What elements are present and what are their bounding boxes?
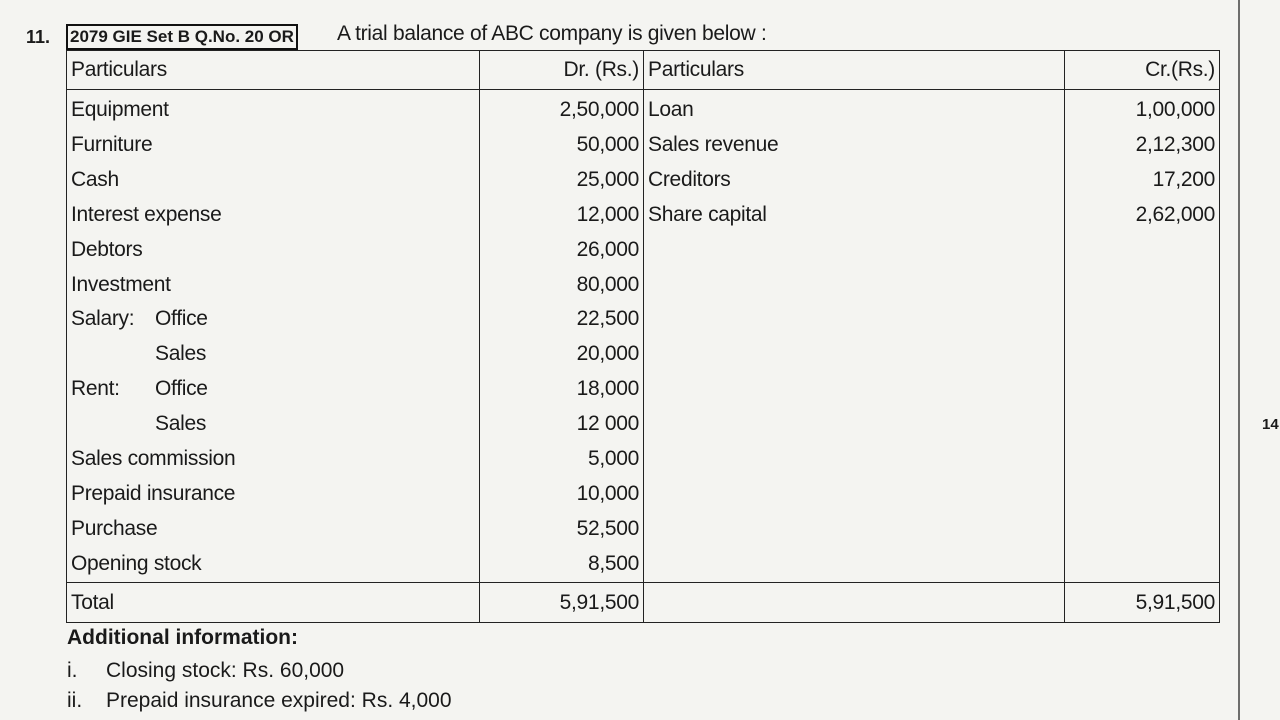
dr-particular-sublabel: Office [155, 377, 208, 401]
additional-info-item [67, 686, 452, 716]
dr-particular-cell [67, 372, 480, 407]
header-cr-amount: Cr.(Rs.) [1065, 51, 1220, 90]
question-tag: 2079 GIE Set B Q.No. 20 OR [66, 24, 298, 50]
table-row [67, 337, 1220, 372]
dr-particular-sublabel: Sales [155, 342, 207, 366]
cr-particular-cell [644, 547, 1065, 582]
dr-particular-cell: Furniture [67, 128, 480, 163]
dr-amount-cell: 52,500 [480, 512, 644, 547]
cr-particular-cell [644, 407, 1065, 442]
dr-particular-cell: Investment [67, 268, 480, 303]
dr-amount-cell: 25,000 [480, 163, 644, 198]
cr-amount-cell [1065, 302, 1220, 337]
table-row [67, 128, 1220, 163]
dr-particular-cell: Cash [67, 163, 480, 198]
cr-particular-cell [644, 512, 1065, 547]
dr-particular-cell: Debtors [67, 233, 480, 268]
page-edge-line [1238, 0, 1240, 720]
dr-amount-cell: 12 000 [480, 407, 644, 442]
cr-particular-cell [644, 302, 1065, 337]
cr-particular-cell: Creditors [644, 163, 1065, 198]
table-row [67, 442, 1220, 477]
table-row [67, 477, 1220, 512]
dr-particular-cell: Sales commission [67, 442, 480, 477]
total-row [67, 582, 1220, 622]
table-row [67, 268, 1220, 303]
cr-amount-cell: 2,62,000 [1065, 198, 1220, 233]
table-row [67, 372, 1220, 407]
cr-amount-cell [1065, 442, 1220, 477]
dr-amount-cell: 12,000 [480, 198, 644, 233]
table-row [67, 302, 1220, 337]
cr-particular-cell: Sales revenue [644, 128, 1065, 163]
dr-particular-cell [67, 407, 480, 442]
cr-amount-cell [1065, 512, 1220, 547]
dr-amount-cell: 22,500 [480, 302, 644, 337]
additional-info-text: Closing stock: Rs. 60,000 [106, 659, 345, 682]
cr-particular-cell [644, 337, 1065, 372]
dr-particular-cell: Opening stock [67, 547, 480, 582]
dr-particular-cell: Prepaid insurance [67, 477, 480, 512]
table-row [67, 90, 1220, 128]
header-dr-amount: Dr. (Rs.) [480, 51, 644, 90]
cr-amount-cell [1065, 407, 1220, 442]
cr-amount-cell [1065, 547, 1220, 582]
table-row [67, 233, 1220, 268]
cr-amount-cell: 1,00,000 [1065, 90, 1220, 128]
additional-info-text: Prepaid insurance expired: Rs. 4,000 [106, 689, 452, 712]
additional-info-number: ii. [67, 689, 83, 712]
additional-info-title: Additional information: [67, 626, 298, 649]
table-row [67, 407, 1220, 442]
total-dr-amount: 5,91,500 [480, 582, 644, 622]
dr-particular-sublabel: Sales [155, 412, 207, 436]
cr-particular-cell [644, 233, 1065, 268]
dr-particular-label: Rent: [71, 377, 120, 401]
dr-particular-cell: Equipment [67, 90, 480, 128]
question-number: 11. [26, 27, 51, 47]
dr-amount-cell: 20,000 [480, 337, 644, 372]
cr-amount-cell [1065, 372, 1220, 407]
dr-amount-cell: 50,000 [480, 128, 644, 163]
cr-amount-cell [1065, 233, 1220, 268]
total-cr-particulars [644, 582, 1065, 622]
table-row [67, 163, 1220, 198]
table-row [67, 198, 1220, 233]
page-number: 14 [1262, 416, 1279, 433]
dr-particular-cell: Interest expense [67, 198, 480, 233]
cr-amount-cell [1065, 268, 1220, 303]
table-row [67, 547, 1220, 582]
dr-particular-cell [67, 337, 480, 372]
additional-info-number: i. [67, 659, 78, 682]
cr-amount-cell [1065, 337, 1220, 372]
additional-info-item [67, 656, 452, 686]
dr-amount-cell: 5,000 [480, 442, 644, 477]
cr-particular-cell: Loan [644, 90, 1065, 128]
question-text: A trial balance of ABC company is given below : [337, 22, 767, 45]
additional-info-list [67, 656, 452, 716]
total-cr-amount: 5,91,500 [1065, 582, 1220, 622]
header-cr-particulars: Particulars [644, 51, 1065, 90]
dr-amount-cell: 10,000 [480, 477, 644, 512]
dr-particular-cell: Purchase [67, 512, 480, 547]
cr-particular-cell [644, 477, 1065, 512]
cr-amount-cell: 2,12,300 [1065, 128, 1220, 163]
dr-particular-label: Salary: [71, 307, 135, 331]
dr-particular-cell [67, 302, 480, 337]
cr-particular-cell: Share capital [644, 198, 1065, 233]
trial-balance-table [66, 50, 1220, 623]
table-row [67, 512, 1220, 547]
dr-amount-cell: 8,500 [480, 547, 644, 582]
dr-particular-sublabel: Office [155, 307, 208, 331]
dr-amount-cell: 2,50,000 [480, 90, 644, 128]
dr-amount-cell: 26,000 [480, 233, 644, 268]
table-body [67, 90, 1220, 583]
dr-amount-cell: 18,000 [480, 372, 644, 407]
cr-particular-cell [644, 372, 1065, 407]
cr-particular-cell [644, 442, 1065, 477]
table-header-row [67, 51, 1220, 90]
cr-amount-cell [1065, 477, 1220, 512]
header-dr-particulars: Particulars [67, 51, 480, 90]
total-label: Total [67, 582, 480, 622]
dr-amount-cell: 80,000 [480, 268, 644, 303]
cr-particular-cell [644, 268, 1065, 303]
cr-amount-cell: 17,200 [1065, 163, 1220, 198]
